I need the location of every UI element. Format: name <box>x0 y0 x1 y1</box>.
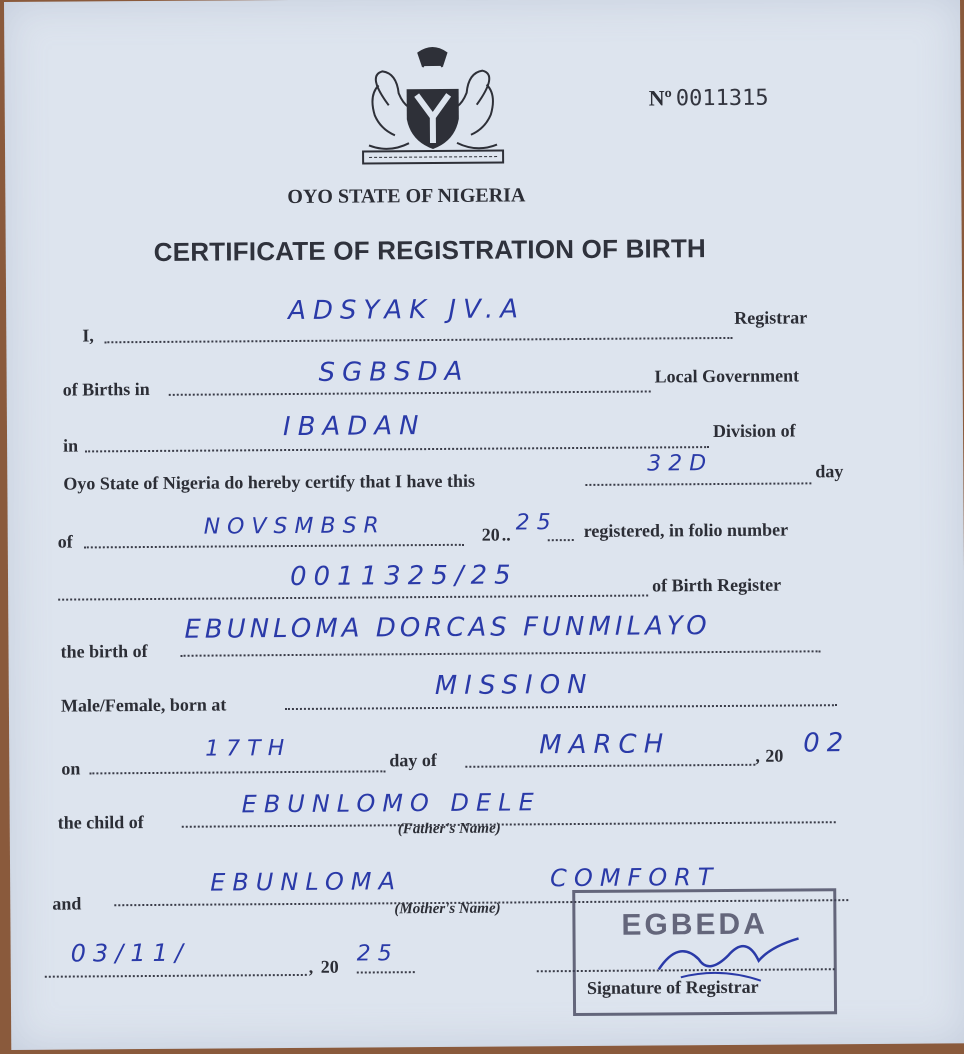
dotted-line <box>357 971 415 973</box>
label-year-prefix: 20 <box>481 524 500 545</box>
label-division-of: Division of <box>712 420 796 442</box>
serial-value: 0011315 <box>675 85 769 112</box>
issue-year: 25 <box>356 941 399 967</box>
label-on: on <box>61 758 81 779</box>
registrar-signature-icon <box>650 916 810 987</box>
label-day-of: day of <box>389 749 437 771</box>
label-fathers-name: (Father's Name) <box>397 820 501 838</box>
label-the-child-of: the child of <box>57 812 144 833</box>
dotted-line <box>104 337 732 343</box>
birth-place: MISSION <box>434 669 594 702</box>
father-name: EBUNLOMO DELE <box>241 788 541 819</box>
label-i: I, <box>82 325 94 346</box>
dotted-line <box>181 650 821 656</box>
dotted-line <box>285 704 837 710</box>
label-in: in <box>63 435 79 456</box>
dotted-line <box>89 770 385 774</box>
label-signature-of-registrar: Signature of Registrar <box>586 976 759 998</box>
birth-year: 02 <box>803 728 851 759</box>
serial-prefix: Nº <box>648 85 672 111</box>
registrar-name: ADSYAK JV.A <box>288 294 526 327</box>
label-the-birth-of: the birth of <box>60 641 148 662</box>
state-heading: OYO STATE OF NIGERIA <box>287 184 526 209</box>
division-name: IBADAN <box>282 411 426 443</box>
mother-name: EBUNLOMA <box>210 867 403 897</box>
lga-name: SGBSDA <box>318 356 470 388</box>
label-and: and <box>52 893 82 914</box>
registration-month: NOVSMBSR <box>203 513 386 540</box>
label-of-births-in: of Births in <box>62 378 150 400</box>
label-registered-folio: registered, in folio number <box>583 519 789 541</box>
dotted-line <box>45 974 307 978</box>
registration-day: 32D <box>647 451 714 477</box>
dotted-line <box>58 595 648 601</box>
dotted-line <box>84 544 464 549</box>
serial-number <box>649 85 769 112</box>
label-issue-year-prefix: 20 <box>320 956 339 977</box>
nigeria-coat-of-arms-icon <box>348 44 517 167</box>
child-name: EBUNLOMA DORCAS FUNMILAYO <box>184 611 711 645</box>
label-registrar: Registrar <box>734 307 808 328</box>
stamp-text: EGBEDA <box>621 907 768 942</box>
certificate-title: CERTIFICATE OF REGISTRATION OF BIRTH <box>153 233 707 267</box>
dotted-line <box>465 764 755 768</box>
label-day: day <box>815 461 844 482</box>
birth-certificate: Nº 0011315 OYO STATE OF NIGERIA CERTIFICATE OF REGISTRATION OF BIRTH I, ADSYAK JV.A Registrar of Births in SGBSDA Local Government in IBADAN Division of Oyo State of Nigeria do hereby certify that I have this 32D day of NOVSMBSR 20 .. 25 registered, in folio number 0011325/25 of Birth Register the birth of EBUNLOMA DORCAS FUNMILAYO Male/Female, born at MISSION on 17TH day of MARCH , 20 02 the child of EBUNLOMO DELE (Father's Name) and EBUNLOMA COMFORT (Mother's Name) 03/11/ , 20 25 Signature of Registrar EGBEDA <box>4 0 964 1050</box>
label-of: of <box>57 531 73 552</box>
issue-date: 03/11/ <box>70 938 190 968</box>
dotted-line <box>182 821 836 828</box>
birth-day: 17TH <box>205 736 292 762</box>
mother-extra-name: COMFORT <box>550 863 720 893</box>
label-mothers-name: (Mother's Name) <box>394 900 501 918</box>
folio-number: 0011325/25 <box>289 560 518 593</box>
label-certify: Oyo State of Nigeria do hereby certify that I have this <box>63 470 476 494</box>
label-of-birth-register: of Birth Register <box>652 574 782 596</box>
dotted-line <box>548 539 574 541</box>
dotted-line <box>85 446 709 452</box>
dotted-line <box>169 390 651 395</box>
dotted-line <box>585 482 811 486</box>
label-local-government: Local Government <box>654 365 800 387</box>
label-birth-year-prefix: 20 <box>765 745 784 766</box>
birth-month: MARCH <box>539 729 671 761</box>
registration-year: 25 <box>515 510 558 536</box>
label-male-female-born-at: Male/Female, born at <box>60 694 227 716</box>
